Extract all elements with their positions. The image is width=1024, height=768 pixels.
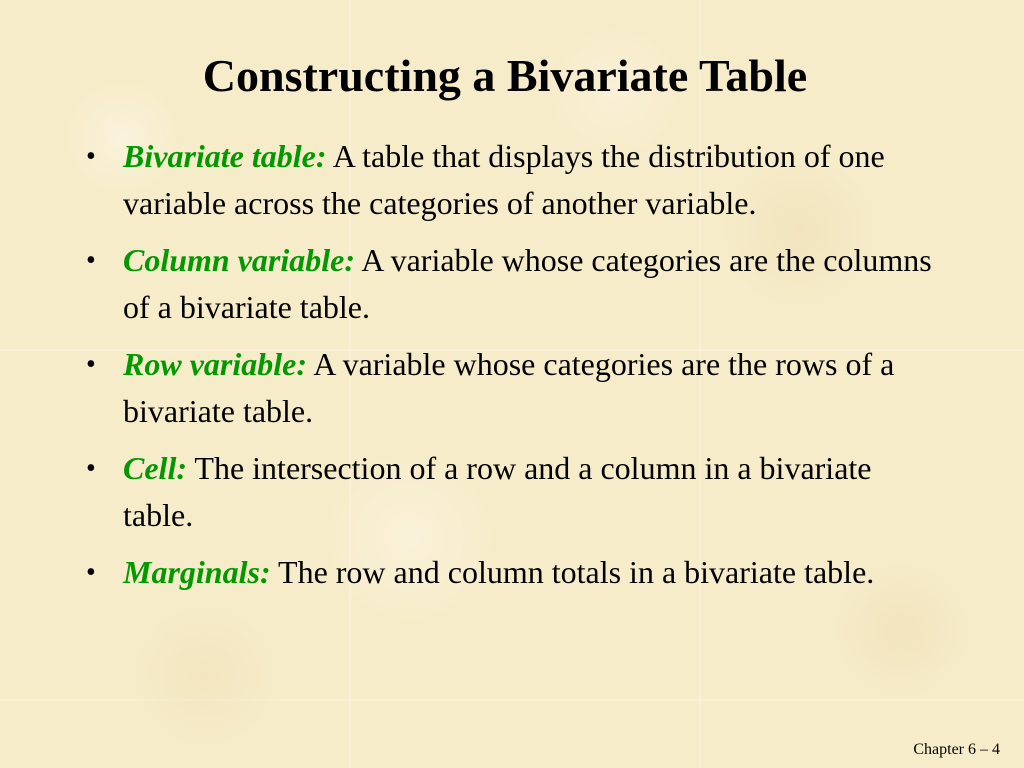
bullet-dot-icon: • — [86, 245, 96, 276]
slide-footer: Chapter 6 – 4 — [913, 741, 1000, 758]
bullet-dot-icon: • — [86, 453, 96, 484]
bullet-item-bivariate-table — [80, 133, 940, 227]
definition-text: The row and column totals in a bivariate table. — [278, 554, 875, 590]
bullet-dot-icon: • — [86, 141, 96, 172]
bullet-list — [80, 133, 940, 606]
term-label: Marginals: — [123, 554, 271, 590]
bullet-item-row-variable — [80, 341, 940, 435]
term-label: Column variable: — [123, 242, 356, 278]
definition-text: A variable whose categories are the rows of a bivariate table. — [123, 346, 895, 429]
bullet-item-marginals — [80, 549, 940, 596]
definition-text: A table that displays the distribution of one variable across the categories of another variable. — [123, 138, 885, 221]
definition-text: The intersection of a row and a column in a bivariate table. — [123, 450, 872, 533]
term-label: Bivariate table: — [123, 138, 327, 174]
slide-title: Constructing a Bivariate Table — [202, 50, 808, 101]
definition-text: A variable whose categories are the columns of a bivariate table. — [123, 242, 932, 325]
bullet-dot-icon: • — [86, 557, 96, 588]
bullet-dot-icon: • — [86, 349, 96, 380]
bullet-item-column-variable — [80, 237, 940, 331]
bullet-item-cell — [80, 445, 940, 539]
term-label: Row variable: — [123, 346, 307, 382]
term-label: Cell: — [123, 450, 187, 486]
